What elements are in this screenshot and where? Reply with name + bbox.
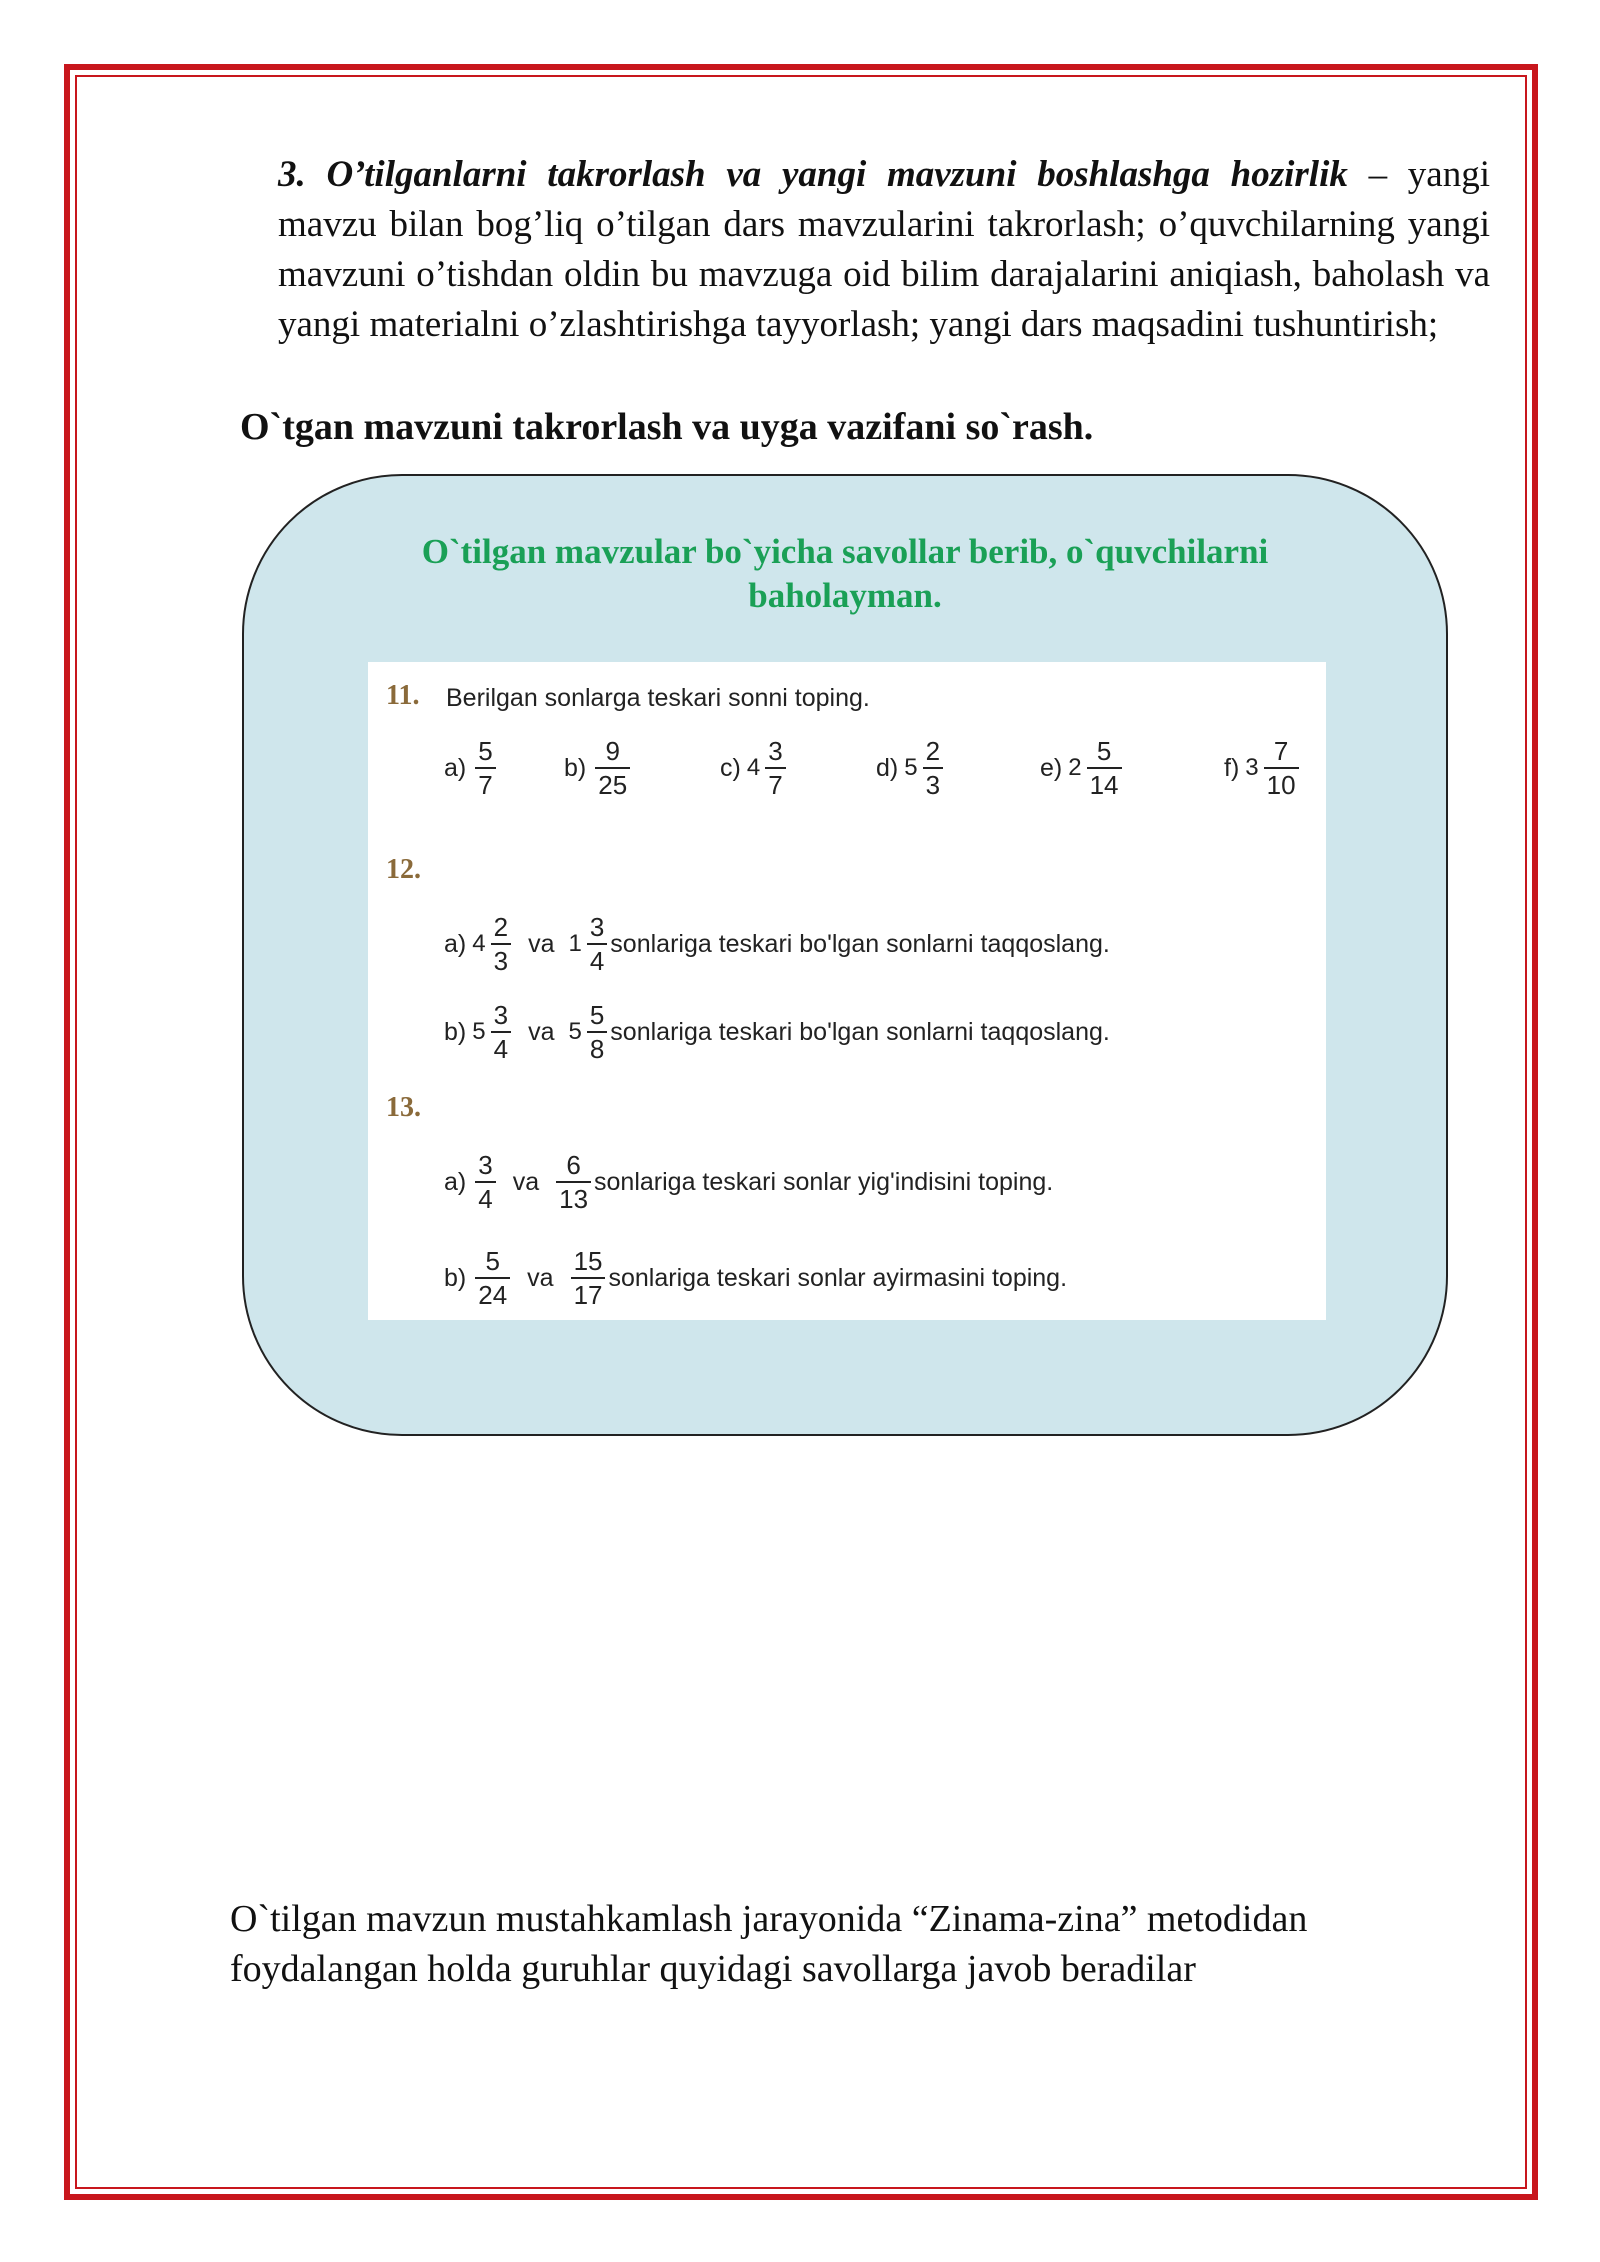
panel-caption: O`tilgan mavzular bo`yicha savollar berib, o`quvchilarni baholayman.	[421, 532, 1269, 615]
fraction	[556, 1152, 591, 1212]
denominator: 14	[1087, 767, 1122, 798]
conjunction-va: va	[527, 1263, 554, 1292]
numerator: 2	[493, 912, 509, 942]
conjunction-va: va	[528, 929, 555, 958]
whole-part: 4	[746, 754, 761, 781]
item-label: e)	[1040, 753, 1063, 782]
item-text: sonlariga teskari bo'lgan sonlarni taqqoslang.	[610, 1017, 1110, 1046]
denominator: 4	[587, 943, 607, 974]
numerator: 7	[1273, 736, 1289, 766]
conjunction-va: va	[512, 1167, 540, 1196]
fraction	[491, 914, 511, 974]
item-text: sonlariga teskari bo'lgan sonlarni taqqoslang.	[610, 929, 1110, 958]
section-lead: 3. O’tilganlarni takrorlash va yangi mavzuni boshlashga hozirlik	[278, 154, 1348, 195]
section-heading: O`tgan mavzuni takrorlash va uyga vazifani so`rash.	[240, 406, 1094, 448]
numerator: 5	[1096, 736, 1112, 766]
item-label: d)	[876, 753, 899, 782]
fraction	[595, 738, 630, 798]
task-12-item-a	[444, 914, 1110, 974]
numerator: 9	[605, 736, 620, 766]
item-label: c)	[720, 753, 741, 782]
denominator: 3	[491, 943, 511, 974]
numerator: 5	[589, 1000, 605, 1030]
item-label: a)	[444, 929, 467, 958]
task-13-item-a	[444, 1152, 1053, 1212]
section-dash: –	[1347, 154, 1388, 195]
item-label: b)	[564, 753, 587, 782]
whole-part: 3	[1245, 754, 1259, 781]
task-13-number: 13.	[386, 1092, 421, 1123]
whole-part: 5	[904, 754, 918, 781]
numerator: 2	[925, 736, 941, 766]
item-label: b)	[444, 1017, 467, 1046]
item-text: sonlariga teskari sonlar ayirmasini toping.	[608, 1263, 1068, 1292]
numerator: 15	[573, 1246, 603, 1276]
item-label: a)	[444, 753, 467, 782]
denominator: 7	[765, 767, 785, 798]
numerator: 3	[589, 912, 605, 942]
fraction	[587, 914, 607, 974]
whole-part: 1	[568, 930, 582, 957]
whole-part: 5	[472, 1018, 486, 1045]
closing-paragraph: O`tilgan mavzun mustahkamlash jarayonida “Zinama-zina” metodidan foydalangan holda guruhlar quyidagi savollarga javob beradilar	[230, 1898, 1308, 1990]
conjunction-va: va	[528, 1017, 555, 1046]
denominator: 4	[475, 1181, 495, 1212]
fraction	[765, 738, 785, 798]
task-12-item-b	[444, 1002, 1110, 1062]
fraction	[491, 1002, 511, 1062]
denominator: 24	[475, 1277, 510, 1308]
section-paragraph	[278, 150, 1490, 350]
task-11-number: 11.	[386, 680, 420, 711]
task-11-item-b	[564, 738, 633, 798]
whole-part: 4	[472, 930, 486, 957]
task-11-text: Berilgan sonlarga teskari sonni toping.	[446, 684, 870, 712]
denominator: 13	[556, 1181, 591, 1212]
fraction	[475, 1248, 510, 1308]
numerator: 6	[566, 1150, 581, 1180]
fraction	[571, 1248, 606, 1308]
denominator: 17	[571, 1277, 606, 1308]
denominator: 4	[491, 1031, 511, 1062]
textbook-excerpt	[368, 662, 1326, 1320]
numerator: 3	[478, 1150, 493, 1180]
item-text: sonlariga teskari sonlar yig'indisini toping.	[594, 1167, 1054, 1196]
task-11-item-f	[1224, 738, 1302, 798]
numerator: 5	[478, 736, 493, 766]
task-11-item-c	[720, 738, 789, 798]
task-11-item-a	[444, 738, 499, 798]
fraction	[1087, 738, 1122, 798]
task-11-item-e	[1040, 738, 1125, 798]
fraction	[475, 1152, 495, 1212]
denominator: 8	[587, 1031, 607, 1062]
fraction	[587, 1002, 607, 1062]
denominator: 3	[923, 767, 943, 798]
task-11-item-d	[876, 738, 946, 798]
item-label: f)	[1224, 753, 1240, 782]
fraction	[923, 738, 943, 798]
numerator: 5	[485, 1246, 500, 1276]
whole-part: 5	[568, 1018, 582, 1045]
section-body: yangi mavzu bilan bog’liq o’tilgan dars mavzularini takrorlash; o’quvchilarning yangi mavzuni o’tishdan oldin bu mavzuga oid bilim darajalarini aniqiash, baholash va yangi materialni o’zlashtirishga tayyorlash; yangi dars maqsadini tushuntirish;	[278, 154, 1491, 345]
numerator: 3	[768, 736, 783, 766]
whole-part: 2	[1068, 754, 1082, 781]
denominator: 10	[1264, 767, 1299, 798]
task-13-item-b	[444, 1248, 1067, 1308]
denominator: 7	[475, 767, 495, 798]
fraction	[475, 738, 495, 798]
item-label: a)	[444, 1167, 467, 1196]
item-label: b)	[444, 1263, 467, 1292]
task-12-number: 12.	[386, 854, 421, 885]
numerator: 3	[493, 1000, 509, 1030]
fraction	[1264, 738, 1299, 798]
denominator: 25	[595, 767, 630, 798]
